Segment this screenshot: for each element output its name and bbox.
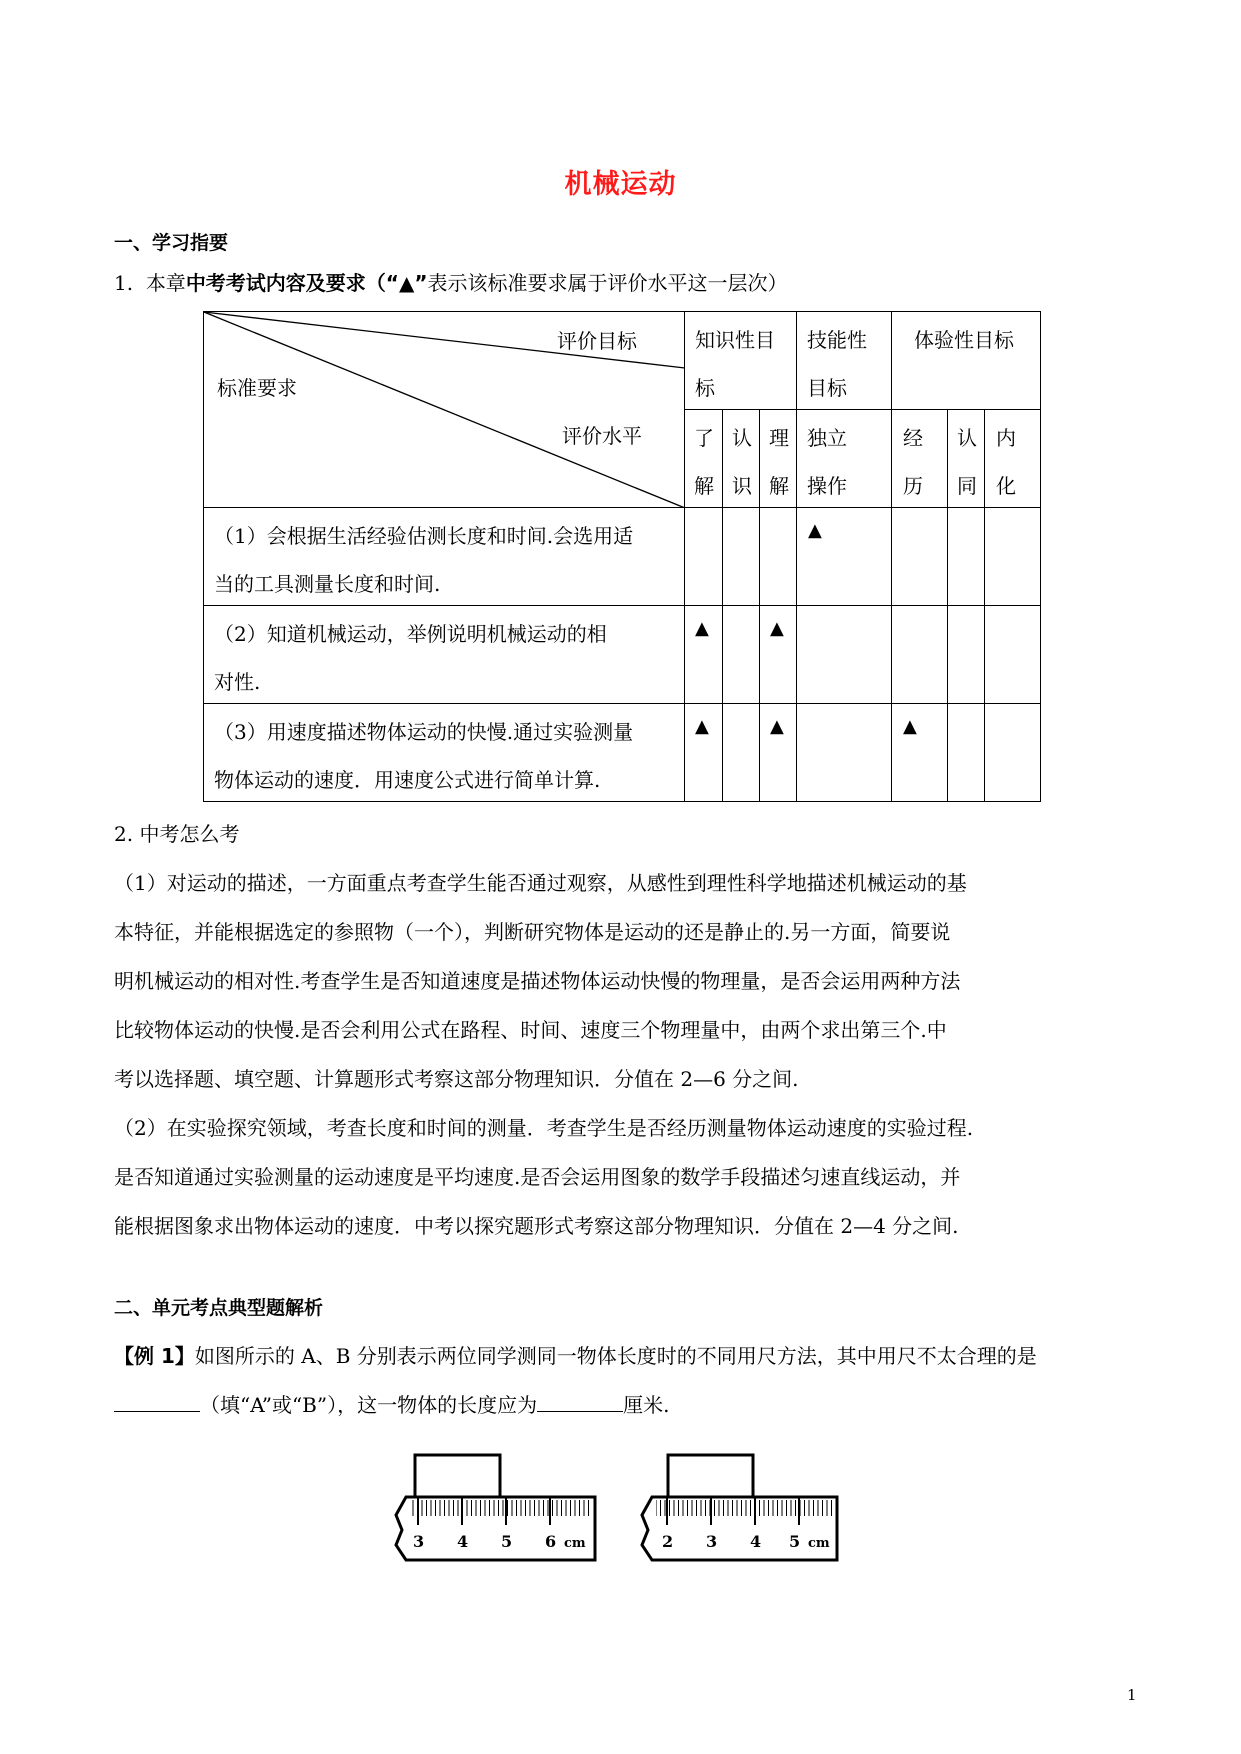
ruler-b-label: 4 <box>750 1532 762 1551</box>
paragraph-line: 是否知道通过实验测量的运动速度是平均速度.是否会运用图象的数学手段描述匀速直线运动，并 <box>114 1165 961 1189</box>
ruler-a-label: 4 <box>457 1532 469 1551</box>
triangle-mark: ▲ <box>770 618 784 639</box>
object-block-b <box>668 1455 753 1497</box>
item-1-intro <box>114 259 787 308</box>
corner-bottom-right: 评价水平 <box>562 424 642 448</box>
corner-left: 标准要求 <box>217 376 297 400</box>
corner-top-right: 评价目标 <box>557 329 637 353</box>
level-cell: 内 化 <box>985 410 1041 508</box>
item-1-bold: 中考考试内容及要求（“▲” <box>185 271 428 295</box>
answer-blank-1[interactable] <box>114 1391 200 1412</box>
ruler-b-label: 5 <box>789 1532 801 1551</box>
item-2-heading: 2. 中考怎么考 <box>114 822 240 846</box>
table-row <box>204 606 1041 704</box>
paragraph-line: 比较物体运动的快慢.是否会利用公式在路程、时间、速度三个物理量中，由两个求出第三个.中 <box>114 1018 947 1042</box>
paragraph-line: 能根据图象求出物体运动的速度．中考以探究题形式考察这部分物理知识．分值在 2—4 分之间. <box>114 1214 959 1238</box>
level-cell: 理 解 <box>760 410 797 508</box>
paragraph-line: （2）在实验探究领域，考查长度和时间的测量．考查学生是否经历测量物体运动速度的实验过程. <box>114 1116 974 1140</box>
example-1 <box>114 1332 1037 1430</box>
level-cell: 认 识 <box>723 410 760 508</box>
example-question-line-2a: （填“A”或“B”），这一物体的长度应为 <box>200 1393 538 1417</box>
answer-blank-2[interactable] <box>537 1391 623 1412</box>
rulers-figure <box>390 1440 850 1575</box>
triangle-mark: ▲ <box>695 618 709 639</box>
item-2-paragraph-1 <box>114 859 973 1251</box>
paragraph-line: 考以选择题、填空题、计算题形式考察这部分物理知识．分值在 2—6 分之间. <box>114 1067 799 1091</box>
ruler-b <box>642 1455 837 1560</box>
level-cell: 认 同 <box>948 410 985 508</box>
triangle-mark: ▲ <box>695 716 709 737</box>
requirement-cell: （2）知道机械运动，举例说明机械运动的相 对性. <box>204 606 685 704</box>
item-1-prefix: 本章 <box>145 271 186 295</box>
section-heading-analysis: 二、单元考点典型题解析 <box>114 1297 324 1319</box>
level-cell: 经 历 <box>892 410 948 508</box>
ruler-a-label: 6 <box>545 1532 557 1551</box>
triangle-mark: ▲ <box>808 520 822 541</box>
example-question-line-1: 如图所示的 A、B 分别表示两位同学测同一物体长度时的不同用尺方法，其中用尺不太合理的是 <box>194 1344 1037 1368</box>
table-corner-cell <box>204 312 685 508</box>
triangle-mark: ▲ <box>770 716 784 737</box>
ruler-a-unit: cm <box>564 1536 586 1551</box>
requirement-cell: （1）会根据生活经验估测长度和时间.会选用适 当的工具测量长度和时间. <box>204 508 685 606</box>
group-skill: 技能性 目标 <box>797 312 892 410</box>
ruler-b-unit: cm <box>808 1536 830 1551</box>
ruler-a-label: 3 <box>413 1532 425 1551</box>
level-cell: 独立 操作 <box>797 410 892 508</box>
paragraph-line: 明机械运动的相对性.考查学生是否知道速度是描述物体运动快慢的物理量，是否会运用两种方法 <box>114 969 961 993</box>
page-number: 1 <box>1127 1686 1137 1704</box>
ruler-a-label: 5 <box>501 1532 513 1551</box>
example-question-line-2b: 厘米. <box>623 1393 670 1417</box>
object-block-a <box>415 1455 500 1497</box>
section-heading-study-guide: 一、学习指要 <box>114 232 229 254</box>
group-knowledge: 知识性目 标 <box>685 312 797 410</box>
requirement-cell: （3）用速度描述物体运动的快慢.通过实验测量 物体运动的速度．用速度公式进行简单计算. <box>204 704 685 802</box>
item-1-rest: 表示该标准要求属于评价水平这一层次） <box>427 271 788 295</box>
triangle-mark: ▲ <box>903 716 917 737</box>
paragraph-line: 本特征，并能根据选定的参照物（一个），判断研究物体是运动的还是静止的.另一方面，简要说 <box>114 920 951 944</box>
item-1-number: 1. <box>114 271 134 295</box>
table-row <box>204 508 1041 606</box>
page-title: 机械运动 <box>564 169 677 200</box>
ruler-b-label: 3 <box>706 1532 718 1551</box>
paragraph-line: （1）对运动的描述，一方面重点考查学生能否通过观察，从感性到理性科学地描述机械运动的基 <box>114 871 967 895</box>
example-label: 【例 1】 <box>114 1344 195 1368</box>
ruler-b-label: 2 <box>662 1532 674 1551</box>
group-experience: 体验性目标 <box>892 312 1041 410</box>
table-row <box>204 704 1041 802</box>
level-cell: 了 解 <box>685 410 723 508</box>
requirements-table <box>203 311 1041 802</box>
ruler-a <box>396 1455 595 1560</box>
